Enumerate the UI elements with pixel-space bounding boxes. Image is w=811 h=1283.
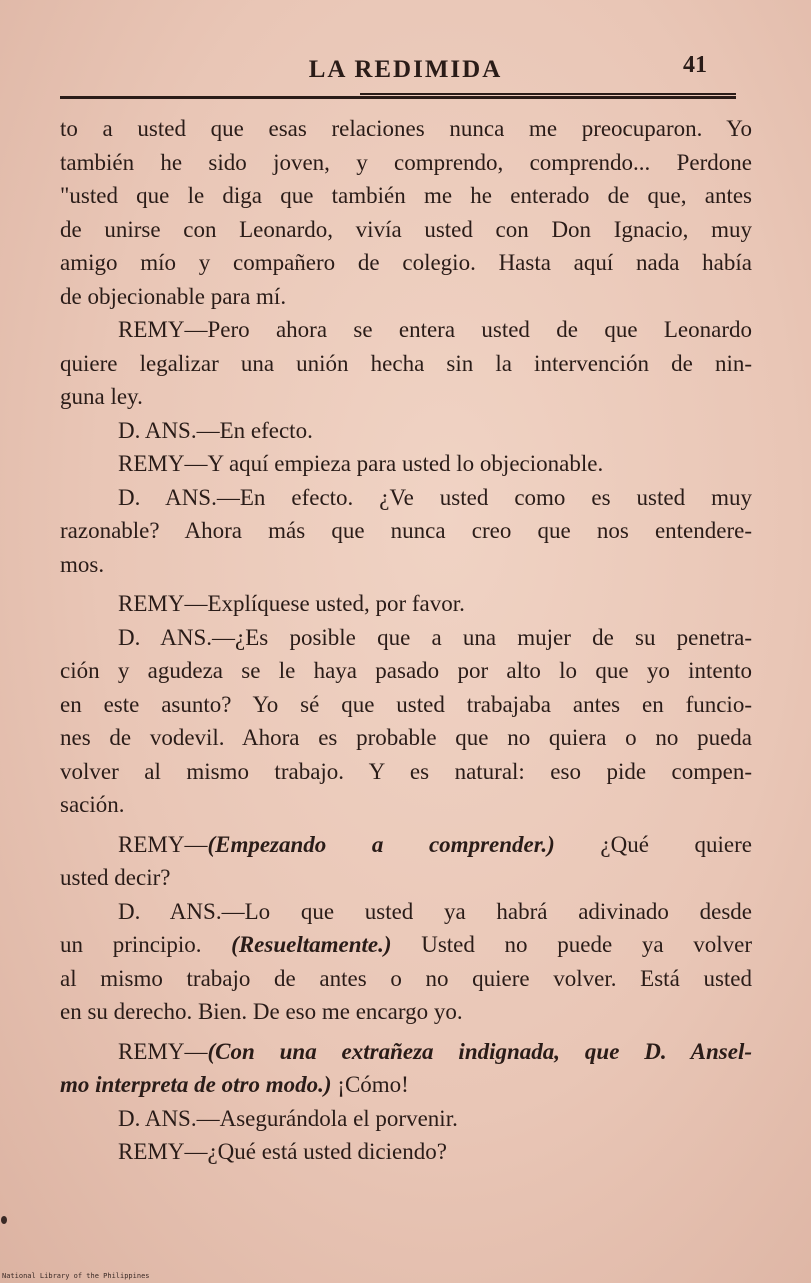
speaker-remy: REMY— — [118, 831, 208, 857]
dialogue-fragment: ¿Qué quiere — [600, 831, 752, 857]
stage-direction: (Con una extrañeza indignada, que D. Ansel- — [207, 1038, 752, 1064]
text-line: "usted que le diga que también me he enterado de que, antes — [60, 183, 752, 208]
text-line: volver al mismo trabajo. Y es natural: eso pide compen- — [60, 758, 752, 784]
running-title: LA REDIMIDA — [308, 56, 503, 83]
stage-direction: (Empezando a comprender.) — [207, 831, 555, 857]
dialogue-line: D. ANS.—En efecto. ¿Ve usted como es usted muy — [118, 484, 752, 510]
text-line: en este asunto? Yo sé que usted trabajaba antes en funcio- — [60, 691, 752, 717]
text-line: de objecionable para mí. — [60, 283, 287, 309]
text-line: razonable? Ahora más que nunca creo que nos entendere- — [60, 518, 752, 543]
dialogue-line: D. ANS.—Asegurándola el porvenir. — [118, 1105, 458, 1131]
text-line: mos. — [60, 551, 105, 577]
text-line — [60, 1068, 752, 1102]
dialogue-line: REMY—Explíquese usted, por favor. — [118, 591, 465, 616]
text-line — [60, 928, 752, 962]
stage-direction: (Resueltamente.) — [231, 932, 392, 957]
dialogue-line: REMY—Y aquí empieza para usted lo objecionable. — [118, 451, 604, 476]
dialogue-line: D. ANS.—Lo que usted ya habrá adivinado desde — [118, 898, 752, 924]
text-line: en su derecho. Bien. De eso me encargo yo. — [60, 999, 463, 1024]
dialogue-line: D. ANS.—¿Es posible que a una mujer de su penetra- — [118, 624, 752, 650]
text-line: al mismo trabajo de antes o no quiere volver. Está usted — [60, 965, 752, 991]
text-line: de unirse con Leonardo, vivía usted con Don Ignacio, muy — [60, 216, 752, 242]
dialogue-fragment: Usted no puede ya volver — [421, 932, 752, 957]
dialogue-line — [60, 828, 752, 862]
dialogue-line — [60, 1035, 752, 1069]
speaker-remy: REMY— — [118, 1038, 208, 1064]
text-line: también he sido joven, y comprendo, comprendo... Perdone — [60, 149, 752, 175]
text-line: quiere legalizar una unión hecha sin la intervención de nin- — [60, 350, 752, 376]
stage-direction: mo interpreta de otro modo.) — [60, 1072, 332, 1097]
text-line: ción y agudeza se le haya pasado por alto lo que yo intento — [60, 658, 752, 683]
text-line: usted decir? — [60, 865, 171, 890]
dialogue-fragment: ¡Cómo! — [337, 1072, 409, 1097]
ink-speck — [1, 1216, 7, 1224]
dialogue-line: D. ANS.—En efecto. — [118, 417, 313, 443]
text-line: amigo mío y compañero de colegio. Hasta aquí nada había — [60, 250, 752, 275]
scan-credit: National Library of the Philippines — [2, 1272, 150, 1280]
page-number: 41 — [683, 52, 707, 78]
dialogue-line: REMY—¿Qué está usted diciendo? — [118, 1139, 447, 1164]
body-text — [60, 112, 752, 1169]
header-rule — [60, 96, 736, 99]
text-line: nes de vodevil. Ahora es probable que no quiera o no pueda — [60, 725, 752, 750]
header-rule-overlay — [360, 93, 736, 95]
text-line: to a usted que esas relaciones nunca me preocuparon. Yo — [60, 116, 752, 141]
dialogue-line: REMY—Pero ahora se entera usted de que Leonardo — [118, 317, 752, 342]
text-line: sación. — [60, 792, 125, 817]
dialogue-fragment: un principio. — [60, 932, 202, 957]
text-line: guna ley. — [60, 384, 143, 409]
